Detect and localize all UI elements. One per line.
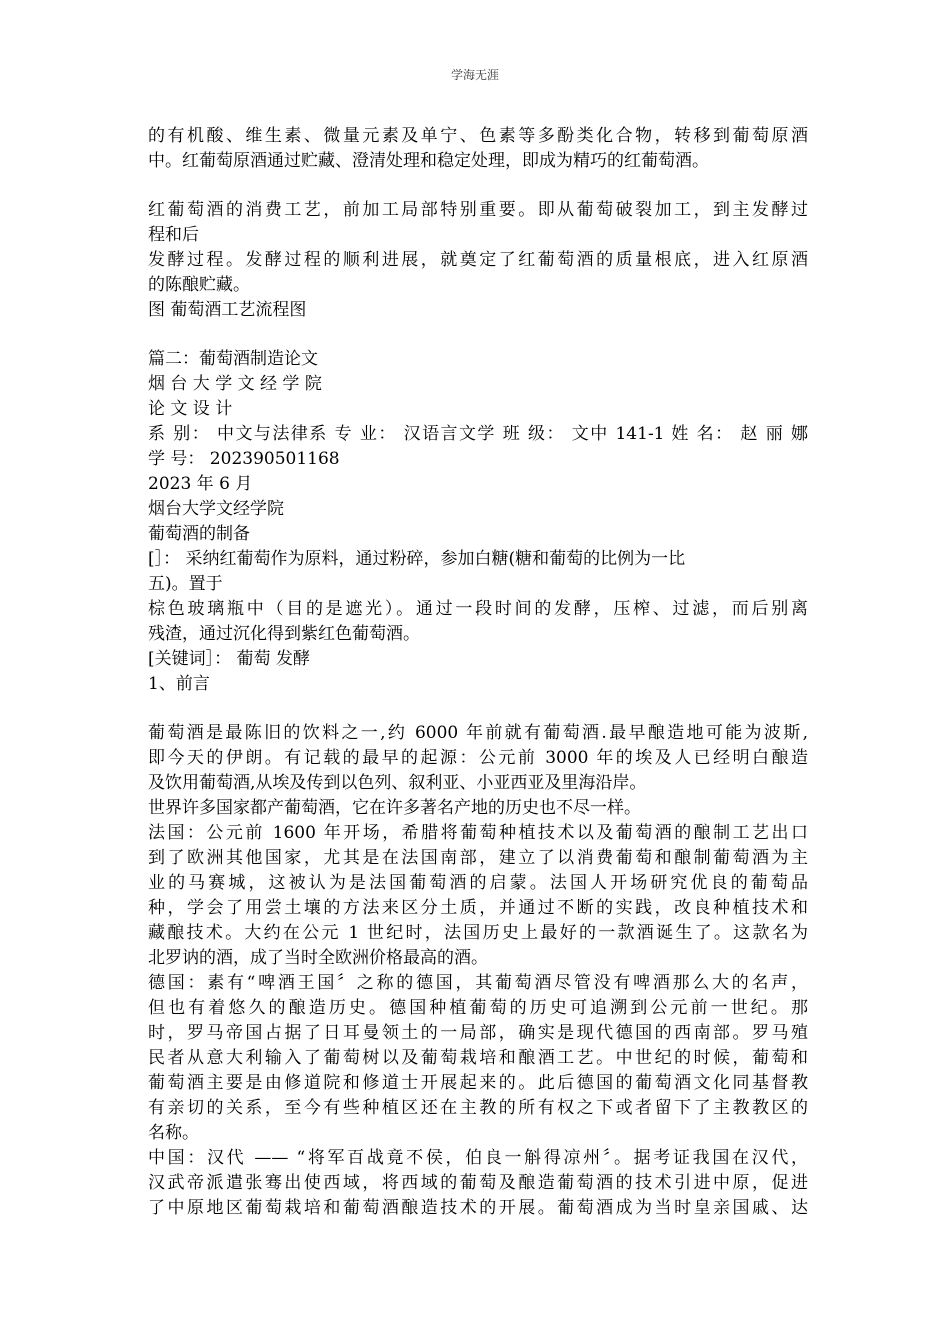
thesis-title: 葡萄酒的制备: [148, 524, 250, 544]
thesis-date: 2023 年 6 月: [148, 474, 253, 494]
text-line: 北罗讷的酒，成了当时全欧洲价格最高的酒。: [148, 948, 488, 968]
text-line: 时，罗马帝国占据了日耳曼领土的一局部，确实是现代德国的西南部。罗马殖: [148, 1023, 808, 1043]
text-line: 但也有着悠久的酿造历史。德国种植葡萄的历史可追溯到公元前一世纪。那: [148, 998, 808, 1018]
abstract-line: 棕色玻璃瓶中（目的是遮光）。通过一段时间的发酵，压榨、过滤，而后别离: [148, 599, 808, 619]
text-line: 民者从意大利输入了葡萄树以及葡萄栽培和酿酒工艺。中世纪的时候，葡萄和: [148, 1048, 808, 1068]
thesis-label: 论 文 设 计: [148, 399, 233, 419]
text-line: 藏酿技术。大约在公元 1 世纪时，法国历史上最好的一款酒诞生了。这款名为: [148, 923, 808, 943]
figure-caption: 图 葡萄酒工艺流程图: [148, 300, 307, 320]
text-line: 中国：汉代 —— “将军百战竟不侯，伯良一斛得凉州〞。据考证我国在汉代，: [148, 1148, 808, 1168]
text-line: 的陈酿贮藏。: [148, 275, 250, 295]
text-line: 红葡萄酒的消费工艺，前加工局部特别重要。即从葡萄破裂加工，到主发酵过: [148, 200, 808, 220]
abstract-line: 残渣，通过沉化得到紫红色葡萄酒。: [148, 624, 420, 644]
text-line: 汉武帝派遣张骞出使西域，将西域的葡萄及酿造葡萄酒的技术引进中原，促进: [148, 1173, 808, 1193]
student-info: 系 别： 中文与法律系 专 业： 汉语言文学 班 级： 文中 141-1 姓 名： 赵 丽 娜: [148, 424, 808, 444]
school-name-2: 烟台大学文经学院: [148, 499, 284, 519]
text-line: 种，学会了用尝土壤的方法来区分土质，并通过不断的实践，改良种植技术和: [148, 898, 808, 918]
paragraph-gap: [148, 697, 808, 721]
text-line: 葡萄酒主要是由修道院和修道士开展起来的。此后德国的葡萄酒文化同基督教: [148, 1073, 808, 1093]
section-heading: 1、前言: [148, 674, 210, 694]
text-line: 有亲切的关系，至今有些种植区还在主教的所有权之下或者留下了主教教区的: [148, 1098, 808, 1118]
abstract-line: [］： 采纳红葡萄作为原料，通过粉碎，参加白糖(糖和葡萄的比例为一比: [148, 549, 686, 569]
text-line: 及饮用葡萄酒,从埃及传到以色列、叙利亚、小亚西亚及里海沿岸。: [148, 773, 647, 793]
section-title: 篇二：葡萄酒制造论文: [148, 349, 318, 369]
text-line: 业的马赛城，这被认为是法国葡萄酒的启蒙。法国人开场研究优良的葡萄品: [148, 873, 808, 893]
text-line: 葡萄酒是最陈旧的饮料之一,约 6000 年前就有葡萄酒.最早酿造地可能为波斯,: [148, 723, 808, 743]
text-line: 名称。: [148, 1123, 199, 1143]
text-line: 中。红葡萄原酒通过贮藏、澄清处理和稳定处理，即成为精巧的红葡萄酒。: [148, 151, 709, 171]
document-body: [148, 124, 808, 1221]
student-id: 学 号： 202390501168: [148, 449, 340, 469]
abstract-line: 五)。置于: [148, 574, 223, 594]
paragraph-gap: [148, 323, 808, 347]
page-header: 学海无涯: [450, 68, 499, 82]
paragraph-gap: [148, 174, 808, 198]
keywords: [关键词］： 葡萄 发酵: [148, 649, 310, 669]
text-line: 了中原地区葡萄栽培和葡萄酒酿造技术的开展。葡萄酒成为当时皇亲国戚、达: [148, 1198, 808, 1218]
text-line: 德国：素有“啤酒王国〞之称的德国，其葡萄酒尽管没有啤酒那么大的名声，: [148, 973, 808, 993]
text-line: 世界许多国家都产葡萄酒，它在许多著名产地的历史也不尽一样。: [148, 798, 641, 818]
school-name: 烟 台 大 学 文 经 学 院: [148, 374, 322, 394]
text-line: 的有机酸、维生素、微量元素及单宁、色素等多酚类化合物，转移到葡萄原酒: [148, 126, 808, 146]
text-line: 法国：公元前 1600 年开场，希腊将葡萄种植技术以及葡萄酒的酿制工艺出口: [148, 823, 808, 843]
text-line: 即今天的伊朗。有记载的最早的起源：公元前 3000 年的埃及人已经明白酿造: [148, 748, 808, 768]
text-line: 到了欧洲其他国家，尤其是在法国南部，建立了以消费葡萄和酿制葡萄酒为主: [148, 848, 808, 868]
text-line: 程和后: [148, 225, 199, 245]
text-line: 发酵过程。发酵过程的顺利进展，就奠定了红葡萄酒的质量根底，进入红原酒: [148, 250, 808, 270]
